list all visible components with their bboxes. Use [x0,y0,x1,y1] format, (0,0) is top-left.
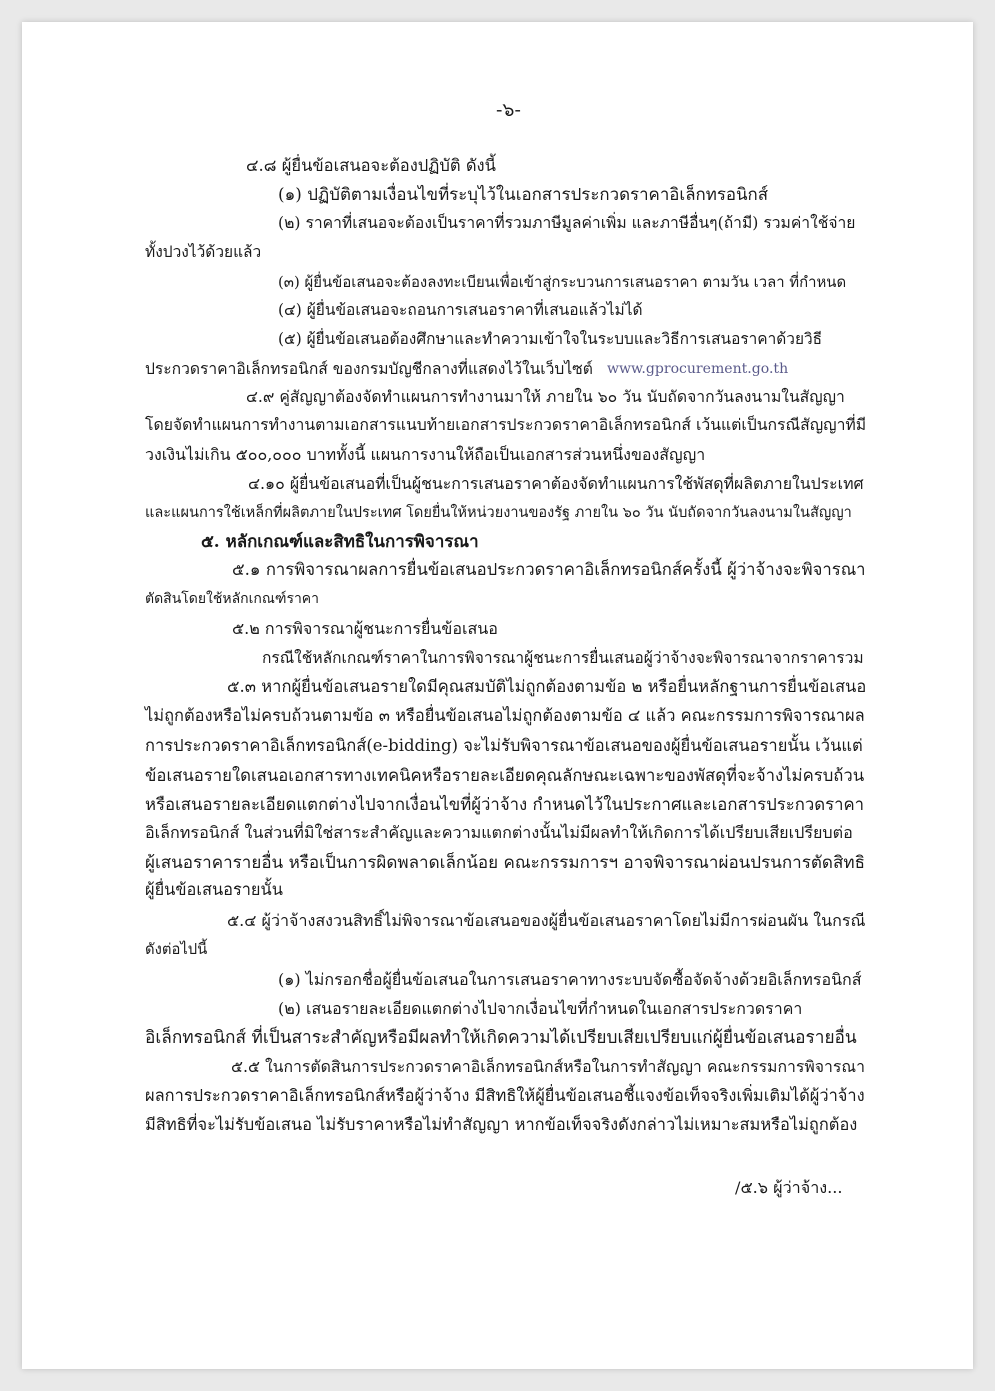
clause-5-1-cont: ตัดสินโดยใช้หลักเกณฑ์ราคา [145,591,320,607]
document-page [22,22,973,1369]
clause-5-3-cont-7: ผู้ยื่นข้อเสนอรายนั้น [145,880,283,899]
page-content [22,22,973,1369]
clause-4-9: ๔.๙ คู่สัญญาต้องจัดทำแผนการทำงานมาให้ ภายใน ๖๐ วัน นับถัดจากวันลงนามในสัญญา [246,387,845,406]
clause-5-4: ๕.๔ ผู้ว่าจ้างสงวนสิทธิ์ไม่พิจารณาข้อเสนอของผู้ยื่นข้อเสนอราคาโดยไม่มีการผ่อนผัน ในกรณี [227,911,866,930]
clause-4-8: ๔.๘ ผู้ยื่นข้อเสนอจะต้องปฏิบัติ ดังนี้ [246,156,496,175]
clause-5-4-1: (๑) ไม่กรอกชื่อผู้ยื่นข้อเสนอในการเสนอราคาทางระบบจัดซื้อจัดจ้างด้วยอิเล็กทรอนิกส์ [278,970,862,989]
clause-4-10: ๔.๑๐ ผู้ยื่นข้อเสนอที่เป็นผู้ชนะการเสนอราคาต้องจัดทำแผนการใช้พัสดุที่ผลิตภายในประเทศ [248,474,864,493]
clause-5-3-cont-6: ผู้เสนอราคารายอื่น หรือเป็นการผิดพลาดเล็กน้อย คณะกรรมการฯ อาจพิจารณาผ่อนปรนการตัดสิทธิ [145,853,865,873]
clause-5-4-2-cont: อิเล็กทรอนิกส์ ที่เป็นสาระสำคัญหรือมีผลทำให้เกิดความได้เปรียบเสียเปรียบแก่ผู้ยื่นข้อเสนอรายอื่น [145,1028,857,1048]
clause-5-3-cont-5: อิเล็กทรอนิกส์ ในส่วนที่มิใช่สาระสำคัญและความแตกต่างนั้นไม่มีผลทำให้เกิดการได้เปรียบเสียเปรียบต่อ [145,823,853,842]
clause-5-3-cont-4: หรือเสนอรายละเอียดแตกต่างไปจากเงื่อนไขที่ผู้ว่าจ้าง กำหนดไว้ในประกาศและเอกสารประกวดราคา [145,794,865,814]
gprocurement-link[interactable]: www.gprocurement.go.th [607,361,789,377]
clause-5-4-cont: ดังต่อไปนี้ [145,941,208,958]
clause-4-8-3: (๓) ผู้ยื่นข้อเสนอจะต้องลงทะเบียนเพื่อเข้าสู่กระบวนการเสนอราคา ตามวัน เวลา ที่กำหนด [278,273,847,291]
clause-4-9-cont-1: โดยจัดทำแผนการทำงานตามเอกสารแนบท้ายเอกสารประกวดราคาอิเล็กทรอนิกส์ เว้นแต่เป็นกรณีสัญญาที่มี [145,415,867,434]
clause-5-3: ๕.๓ หากผู้ยื่นข้อเสนอรายใดมีคุณสมบัติไม่ถูกต้องตามข้อ ๒ หรือยื่นหลักฐานการยื่นข้อเสนอ [227,677,867,696]
clause-4-8-5-cont: ประกวดราคาอิเล็กทรอนิกส์ ของกรมบัญชีกลางที่แสดงไว้ในเว็บไซต์ [145,360,593,378]
clause-5-3-cont-1: ไม่ถูกต้องหรือไม่ครบถ้วนตามข้อ ๓ หรือยื่นข้อเสนอไม่ถูกต้องตามข้อ ๔ แล้ว คณะกรรมการพิจารณาผล [145,706,865,725]
clause-5-5: ๕.๕ ในการตัดสินการประกวดราคาอิเล็กทรอนิกส์หรือในการทำสัญญา คณะกรรมการพิจารณา [231,1057,865,1076]
clause-4-8-2-cont: ทั้งปวงไว้ด้วยแล้ว [145,243,262,261]
clause-4-8-2: (๒) ราคาที่เสนอจะต้องเป็นราคาที่รวมภาษีมูลค่าเพิ่ม และภาษีอื่นๆ(ถ้ามี) รวมค่าใช้จ่าย [278,213,856,232]
clause-4-9-cont-2: วงเงินไม่เกิน ๕๐๐,๐๐๐ บาททั้งนี้ แผนการงานให้ถือเป็นเอกสารส่วนหนึ่งของสัญญา [145,445,706,464]
clause-5-5-cont-1: ผลการประกวดราคาอิเล็กทรอนิกส์หรือผู้ว่าจ้าง มีสิทธิให้ผู้ยื่นข้อเสนอชี้แจงข้อเท็จจริงเพิ่มเติมได้ผู้ว่าจ้าง [145,1086,865,1105]
clause-4-8-5: (๕) ผู้ยื่นข้อเสนอต้องศึกษาและทำความเข้าใจในระบบและวิธีการเสนอราคาด้วยวิธี [278,330,823,348]
clause-4-8-1: (๑) ปฏิบัติตามเงื่อนไขที่ระบุไว้ในเอกสารประกวดราคาอิเล็กทรอนิกส์ [278,184,769,204]
clause-4-10-cont: และแผนการใช้เหล็กที่ผลิตภายในประเทศ โดยยื่นให้หน่วยงานของรัฐ ภายใน ๖๐ วัน นับถัดจากวันลงนามในสัญญา [145,504,852,521]
clause-5-4-2: (๒) เสนอรายละเอียดแตกต่างไปจากเงื่อนไขที่กำหนดในเอกสารประกวดราคา [278,999,803,1018]
continuation-footer: /๕.๖ ผู้ว่าจ้าง... [735,1178,843,1197]
clause-5-2-cont: กรณีใช้หลักเกณฑ์ราคาในการพิจารณาผู้ชนะการยื่นเสนอผู้ว่าจ้างจะพิจารณาจากราคารวม [262,649,864,667]
page-number: -๖- [496,99,521,121]
clause-5-3-cont-2: การประกวดราคาอิเล็กทรอนิกส์(e-bidding) จะไม่รับพิจารณาข้อเสนอของผู้ยื่นข้อเสนอรายนั้น เว้นแต่ [145,736,863,755]
clause-5-5-cont-2: มีสิทธิที่จะไม่รับข้อเสนอ ไม่รับราคาหรือไม่ทำสัญญา หากข้อเท็จจริงดังกล่าวไม่เหมาะสมหรือไม่ถูกต้อง [145,1115,858,1134]
clause-5-3-cont-3: ข้อเสนอรายใดเสนอเอกสารทางเทคนิคหรือรายละเอียดคุณลักษณะเฉพาะของพัสดุที่จะจ้างไม่ครบถ้วน [145,765,865,785]
clause-4-8-4: (๔) ผู้ยื่นข้อเสนอจะถอนการเสนอราคาที่เสนอแล้วไม่ได้ [278,301,643,319]
section-5-heading: ๕. หลักเกณฑ์และสิทธิในการพิจารณา [201,531,479,551]
clause-5-2: ๕.๒ การพิจารณาผู้ชนะการยื่นข้อเสนอ [232,619,498,638]
clause-5-1: ๕.๑ การพิจารณาผลการยื่นข้อเสนอประกวดราคาอิเล็กทรอนิกส์ครั้งนี้ ผู้ว่าจ้างจะพิจารณา [232,560,866,579]
